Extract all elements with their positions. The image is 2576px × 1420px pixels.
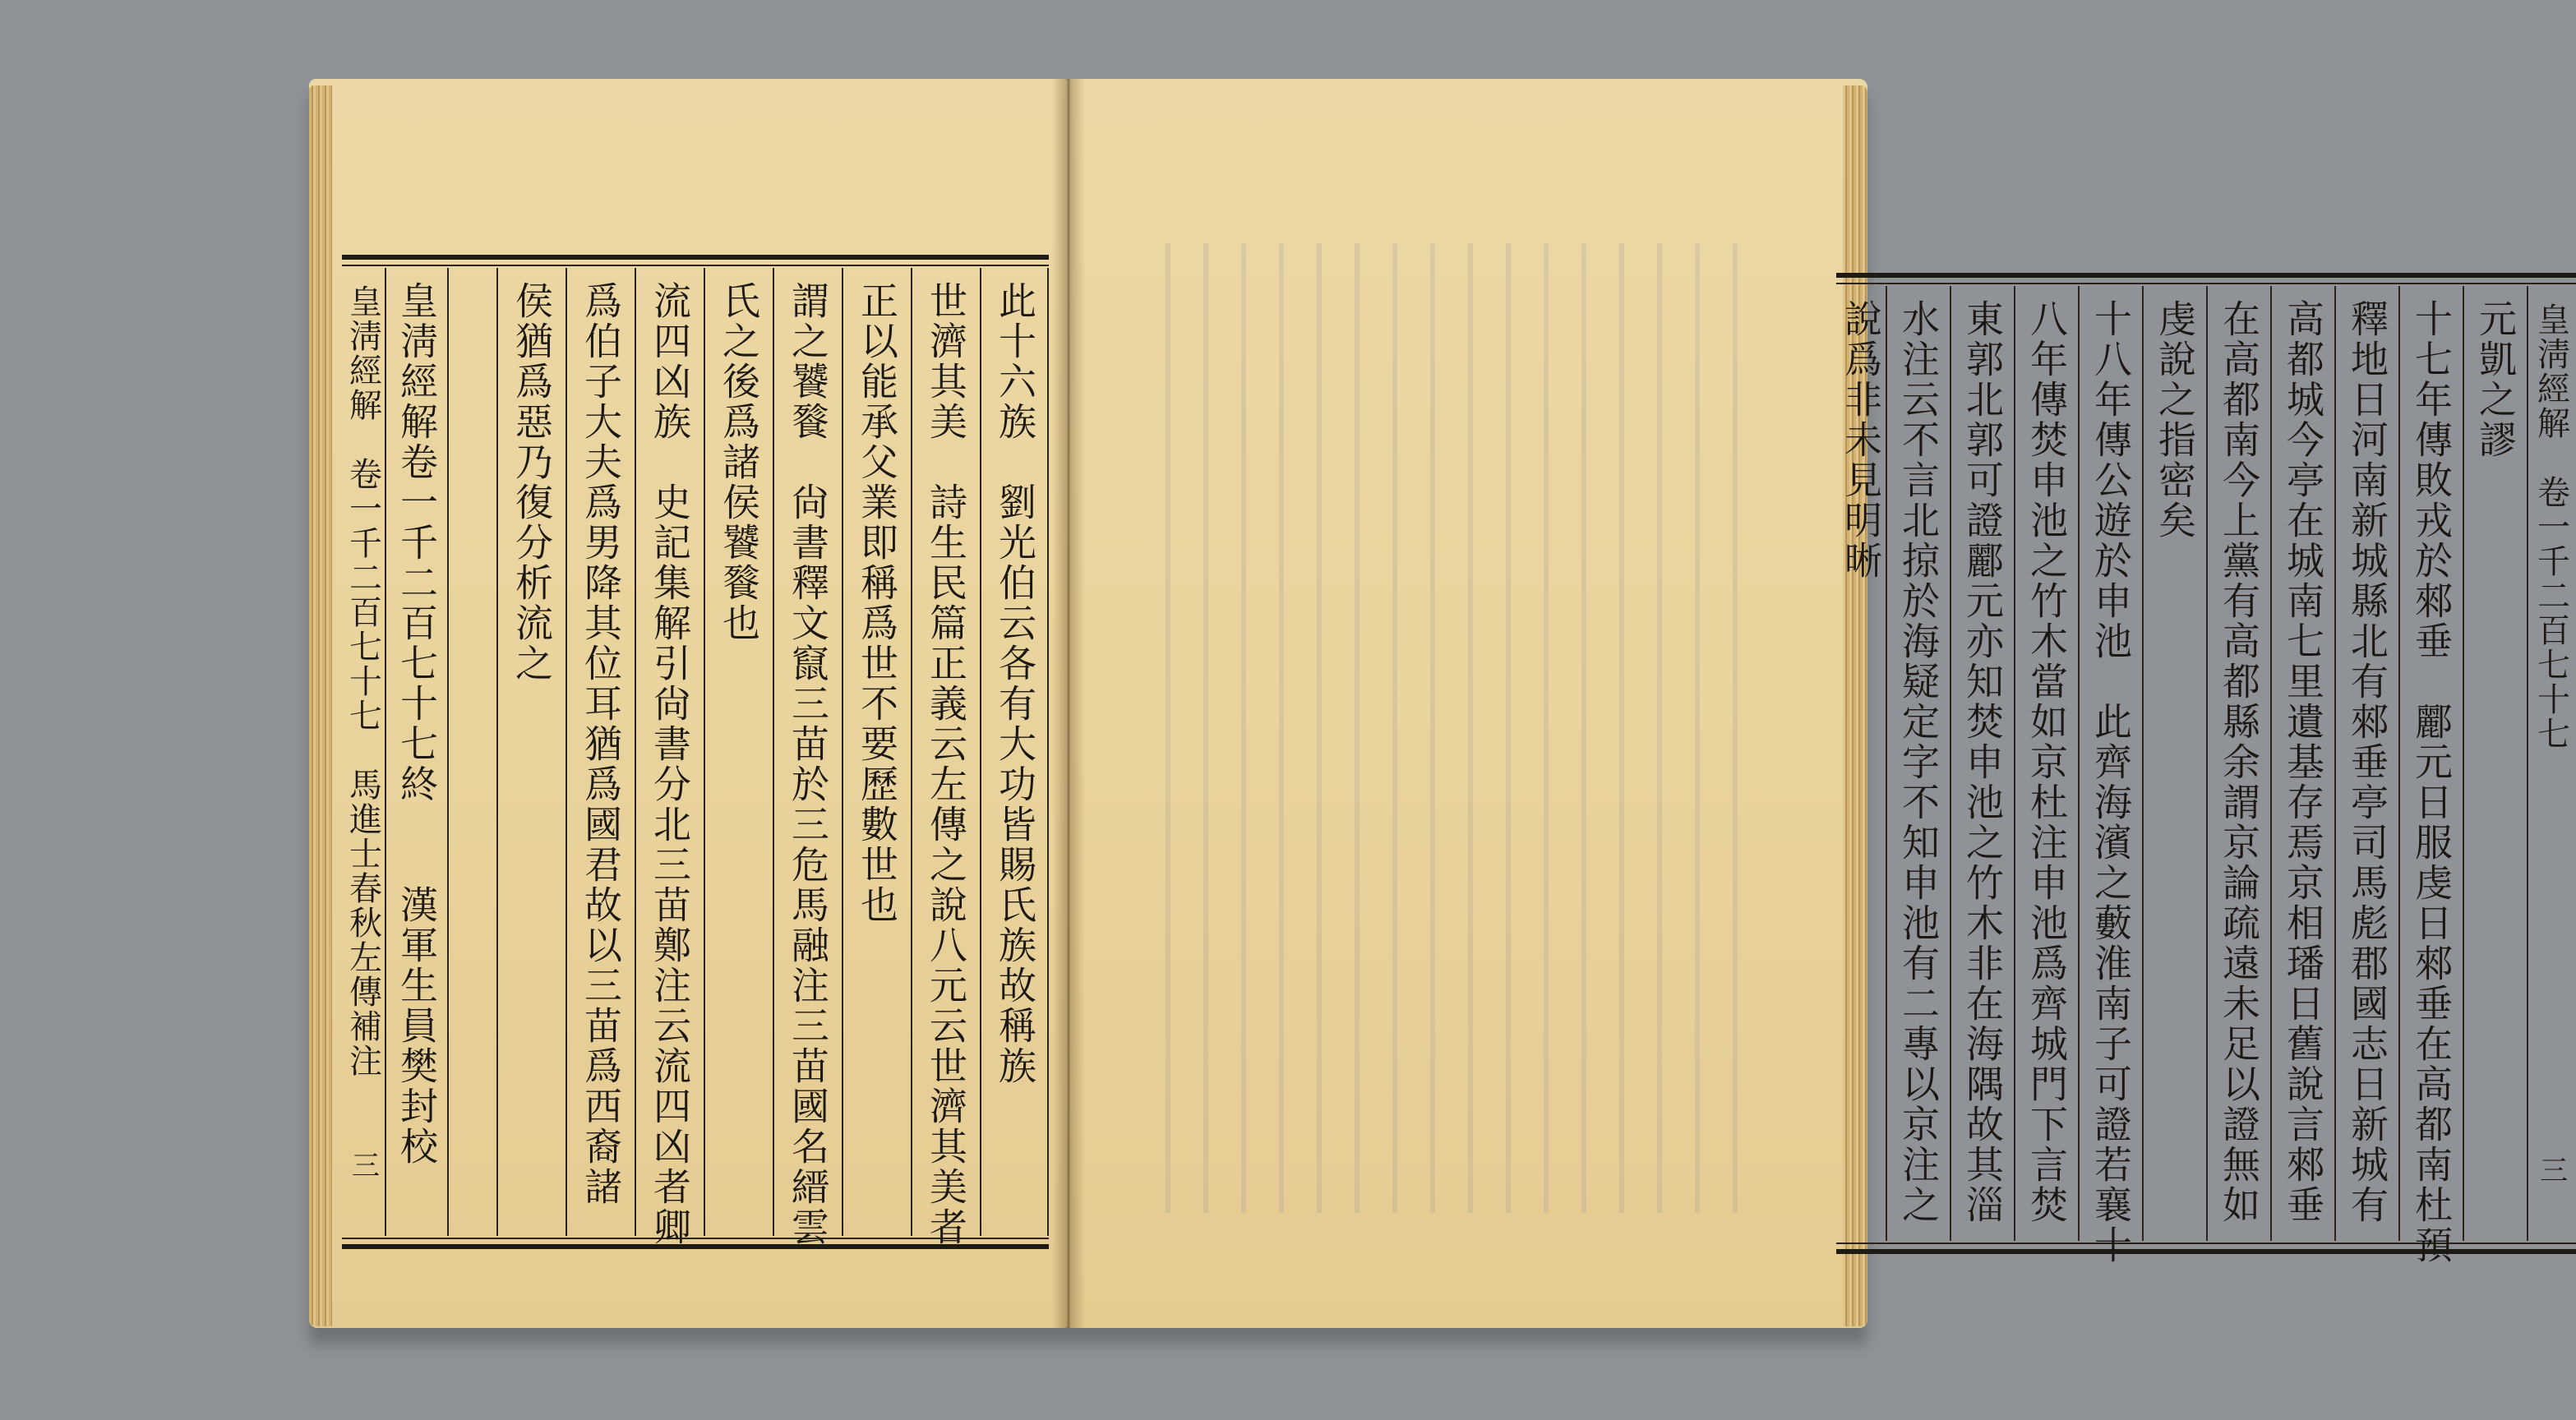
left-page: [309, 79, 1067, 1328]
left-column-8: 侯猶爲惡乃復分析流之: [496, 268, 566, 1236]
right-column-6: 虔說之指密矣: [2142, 286, 2206, 1241]
left-page-edges: [309, 85, 332, 1326]
left-column-1: 此十六族 劉光伯云各有大功皆賜氏族故稱族: [980, 268, 1049, 1236]
right-column-5: 在高都南今上黨有高都縣余謂京論疏遠未足以證無如: [2206, 286, 2270, 1241]
left-column-9: [447, 268, 496, 1236]
book-gutter: [1052, 79, 1085, 1328]
left-margin-label: 皇淸經解 卷一千二百七十七 馬進士春秋左傳補注: [344, 284, 382, 1078]
right-column-4: 高都城今亭在城南七里遺基存焉京相璠日舊說言郲垂: [2270, 286, 2334, 1241]
open-book: [309, 79, 2570, 1336]
left-column-7: 爲伯子大夫爲男降其位耳猶爲國君故以三苗爲西裔諸: [566, 268, 635, 1236]
left-margin-column: [342, 268, 385, 1236]
left-column-5: 氏之後爲諸侯饕餮也: [704, 268, 773, 1236]
show-through-text: [1133, 243, 1757, 1213]
right-page: [1067, 79, 2570, 1328]
right-margin-column: [2527, 286, 2576, 1241]
right-column-9: 東郭北郭可證酈元亦知焚申池之竹木非在海隅故其淄: [1950, 286, 2014, 1241]
right-text-frame: [1836, 273, 2576, 1266]
right-column-1: 元凱之謬: [2463, 286, 2527, 1241]
right-margin-page-number: 三: [2534, 1155, 2568, 1183]
right-column-10: 水注云不言北掠於海疑定字不知申池有二專以京注之: [1886, 286, 1950, 1241]
left-text-frame: [342, 255, 1049, 1249]
right-column-8: 八年傳焚申池之竹木當如京杜注申池爲齊城門下言焚: [2014, 286, 2078, 1241]
left-column-2: 世濟其美 詩生民篇正義云左傳之說八元云世濟其美者: [911, 268, 980, 1236]
right-column-3: 釋地日河南新城縣北有郲垂亭司馬彪郡國志日新城有: [2334, 286, 2398, 1241]
right-column-2: 十七年傳敗戎於郲垂 酈元日服虔日郲垂在高都南杜預: [2398, 286, 2463, 1241]
left-margin-page-number: 三: [346, 1150, 380, 1178]
right-column-11: 說爲非未見明晰: [1839, 299, 1883, 581]
right-column-7: 十八年傳公遊於申池 此齊海濱之藪淮南子可證若襄十: [2078, 286, 2142, 1241]
left-column-colophon: 皇淸經解卷一千二百七十七終 漢軍生員樊封校: [385, 268, 447, 1236]
left-column-3: 正以能承父業即稱爲世不要歷數世也: [842, 268, 911, 1236]
left-column-4: 謂之饕餮 尙書釋文竄三苗於三危馬融注三苗國名縉雲: [773, 268, 842, 1236]
right-margin-label: 皇淸經解 卷一千二百七十七: [2532, 302, 2570, 751]
left-column-6: 流四凶族 史記集解引尙書分北三苗鄭注云流四凶者卿: [635, 268, 704, 1236]
